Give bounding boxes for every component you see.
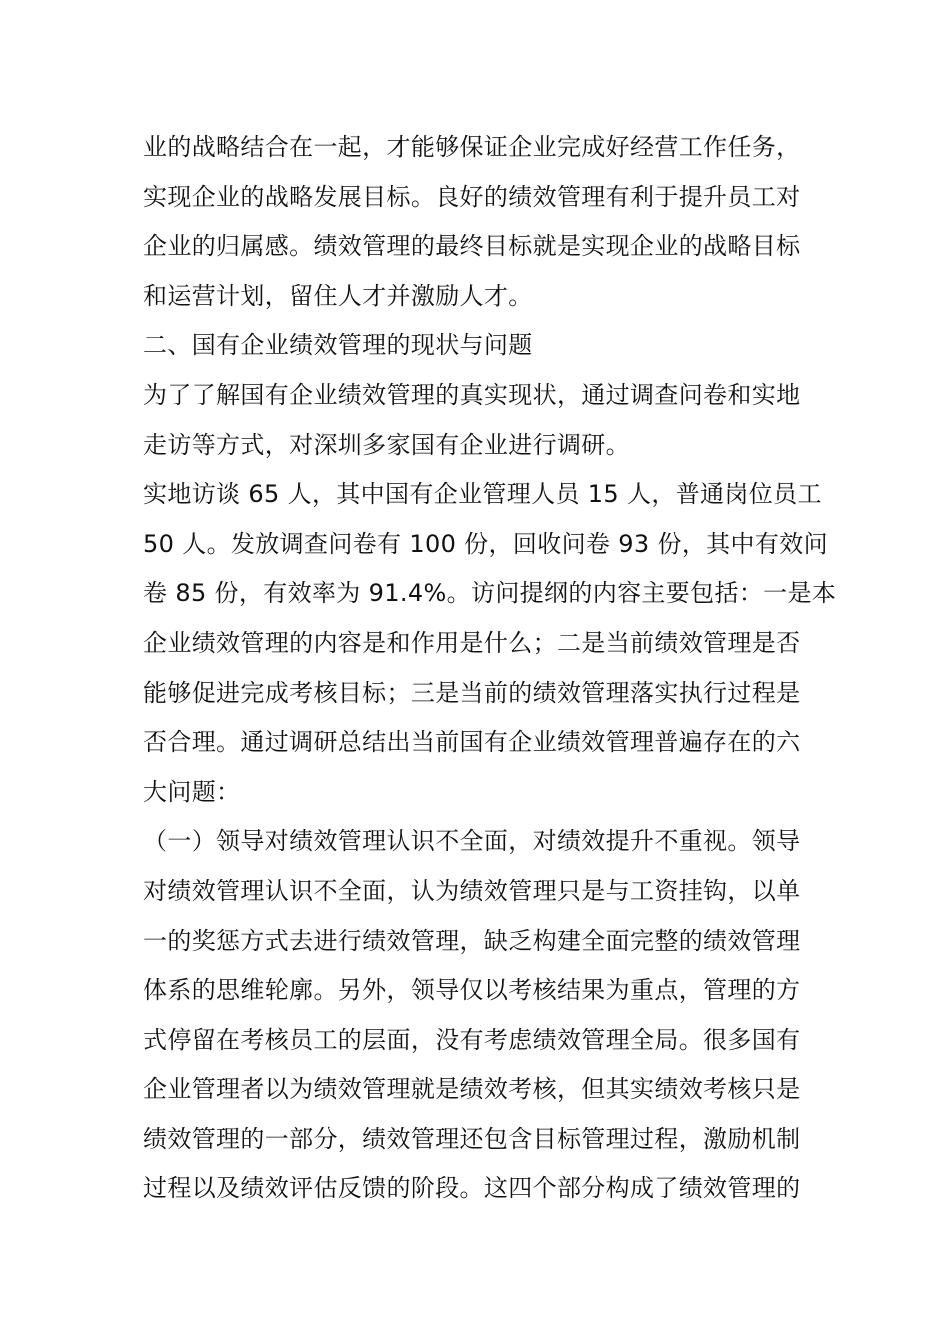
section-heading: 二、国有企业绩效管理的现状与问题: [143, 331, 533, 360]
text-line: 一的奖惩方式去进行绩效管理，缺乏构建全面完整的绩效管理: [143, 926, 801, 955]
text-line: （一）领导对绩效管理认识不全面，对绩效提升不重视。领导: [143, 827, 801, 856]
text-line: 和运营计划，留住人才并激励人才。: [143, 281, 533, 310]
text-line: 体系的思维轮廓。另外，领导仅以考核结果为重点，管理的方: [143, 976, 801, 1005]
text-line: 企业的归属感。绩效管理的最终目标就是实现企业的战略目标: [143, 232, 801, 261]
document-body: [143, 123, 837, 1214]
text-line: 实现企业的战略发展目标。良好的绩效管理有利于提升员工对: [143, 182, 801, 211]
text-line: 对绩效管理认识不全面，认为绩效管理只是与工资挂钩，以单: [143, 876, 801, 905]
text-line: 能够促进完成考核目标；三是当前的绩效管理落实执行过程是: [143, 678, 801, 707]
text-line: 大问题：: [143, 777, 241, 806]
text-line: 绩效管理的一部分，绩效管理还包含目标管理过程，激励机制: [143, 1124, 801, 1153]
text-line: 业的战略结合在一起，才能够保证企业完成好经营工作任务，: [143, 133, 801, 161]
text-line: 走访等方式，对深圳多家国有企业进行调研。: [143, 430, 630, 459]
text-line: 企业管理者以为绩效管理就是绩效考核，但其实绩效考核只是: [143, 1075, 801, 1104]
text-line: 实地访谈 65 人，其中国有企业管理人员 15 人，普通岗位员工: [143, 480, 822, 509]
text-line: 式停留在考核员工的层面，没有考虑绩效管理全局。很多国有: [143, 1025, 801, 1054]
text-line: 卷 85 份，有效率为 91.4%。访问提纲的内容主要包括：一是本: [143, 579, 837, 608]
text-line: 过程以及绩效评估反馈的阶段。这四个部分构成了绩效管理的: [143, 1174, 801, 1203]
text-line: 否合理。通过调研总结出当前国有企业绩效管理普遍存在的六: [143, 728, 801, 757]
text-line: 50 人。发放调查问卷有 100 份，回收问卷 93 份，其中有效问: [143, 529, 828, 558]
text-line: 企业绩效管理的内容是和作用是什么；二是当前绩效管理是否: [143, 628, 801, 657]
text-line: 为了了解国有企业绩效管理的真实现状，通过调查问卷和实地: [143, 380, 801, 409]
